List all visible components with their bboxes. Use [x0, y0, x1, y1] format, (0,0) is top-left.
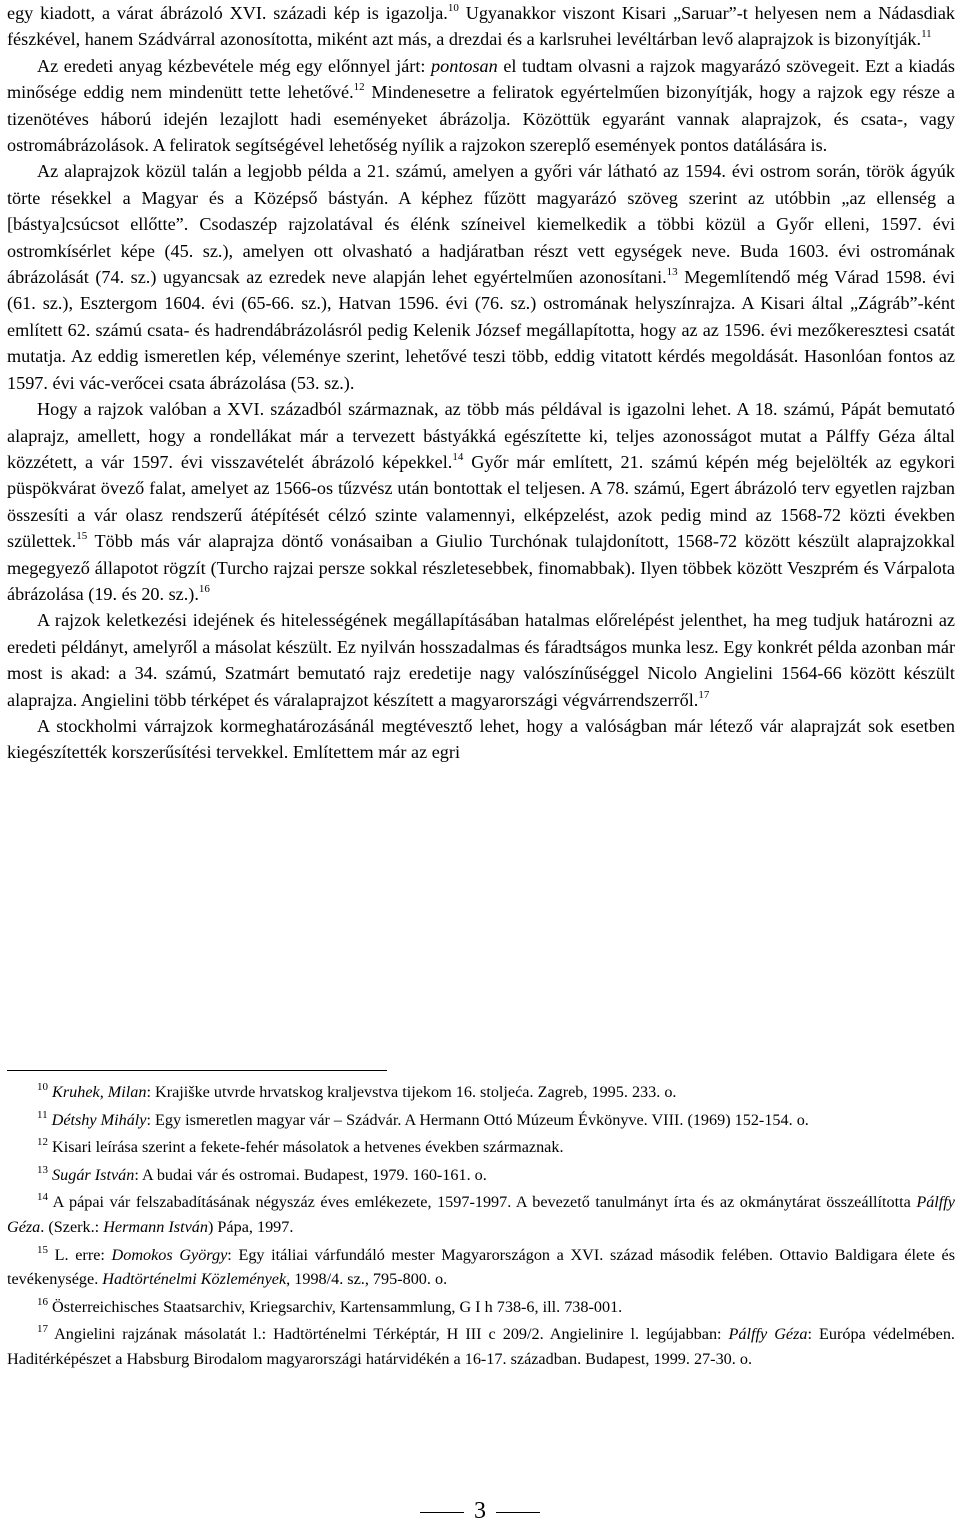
text: Megemlítendő még Várad 1598. évi (61. sz.), Esztergom 1604. évi (65-66. sz.), Hatvan 1596. évi (76. sz.) ostromának helyszínrajza. A Kisari által „Zágráb”-ként említett 62. számú csata- és hadrendábrázolásról pedig Kelenik József megállapította, hogy az az 1596. évi mezőkeresztesi csatát mutatja. Az eddig ismeretlen kép, véleménye szerint, lehetővé teszi több, eddig vitatott kérdés megoldását. Hasonlóan fontos az 1597. évi vác-verőcei csata ábrázolása (53. sz.). — [7, 267, 955, 393]
footnote-ref: 17 — [698, 688, 710, 701]
footnote-number: 15 — [37, 1243, 48, 1256]
paragraph-3 — [7, 158, 955, 396]
citation: Angielini rajzának másolatát l.: Hadtörténelmi Térképtár, H III c 209/2. Angielinire l. legújabban: — [54, 1325, 729, 1344]
text: Ugyanakkor viszont Kisari „Saruar”-t helyesen nem a Nádasdiak fészkével, hanem Szádvárral azonosította, miként azt más, a drezdai és a karlsruhei levéltárban levő alaprajzok is bizonyítják. — [7, 3, 955, 50]
footnote-number: 16 — [37, 1295, 48, 1308]
footnote-ref: 11 — [921, 28, 932, 41]
author: Domokos György — [111, 1245, 228, 1264]
journal: Hadtörténelmi Közlemények — [102, 1270, 287, 1289]
footnote-number: 10 — [37, 1081, 48, 1093]
citation: : Krajiške utvrde hrvatskog kraljevstva tijekom 16. stoljeća. Zagreb, 1995. 233. o. — [146, 1083, 677, 1101]
citation: : Egy ismeretlen magyar vár – Szádvár. A Hermann Ottó Múzeum Évkönyve. VIII. (1969) 152-154. o. — [146, 1110, 809, 1129]
emphasis: pontosan — [431, 55, 498, 76]
author: Pálffy Géza — [728, 1325, 808, 1344]
editor: Pálffy Géza — [7, 1193, 955, 1236]
footnote-17 — [7, 1322, 955, 1371]
text: Az eredeti anyag kézbevétele még egy előnnyel járt: — [37, 55, 432, 76]
footnote-number: 13 — [37, 1163, 48, 1176]
page-number-dash-right — [496, 1512, 540, 1513]
document-page — [7, 0, 956, 1368]
main-text — [7, 0, 955, 766]
text: el tudtam olvasni a rajzok magyarázó szövegeit. Ezt a kiadás minősége eddig nem mindenütt tette lehetővé. — [7, 55, 955, 103]
text: Győr már említett, 21. számú képén még bejelölték az egykori püspökvárat övező falat, amelyet az 1566-os tűzvész után bontottak el teljesen. A 78. számú, Egert ábrázoló terv egyetlen rajzban összesíti a vár olasz rendszerű átépítését célzó szinte valamennyi, elképzelést, azok pedig mind az 1568-72 közti években születtek. — [7, 451, 956, 552]
text: Hogy a rajzok valóban a XVI. századból származnak, az több más példával is igazolni lehet. A 18. számú, Pápát bemutató alaprajz, amellett, hogy a rondellákat már a tervezett bástyákká egészítette ki, teljes azonosságot mutat a Pálffy Géza által közzétett, a vár 1597. évi visszavételét ábrázoló képekkel. — [7, 399, 955, 472]
footnote-10 — [7, 1080, 955, 1105]
footnote-number: 17 — [37, 1323, 48, 1336]
footnote-11 — [7, 1108, 955, 1133]
footnote-15 — [7, 1243, 955, 1292]
footnote-ref: 14 — [452, 450, 464, 463]
footnote-ref: 15 — [76, 530, 88, 543]
author: Kruhek, Milan — [52, 1083, 147, 1101]
footnotes — [7, 1080, 955, 1375]
citation: A pápai vár felszabadításának négyszáz éves emlékezete, 1597-1997. A bevezető tanulmányt írta és az okmánytárat összeállította — [52, 1193, 917, 1212]
citation: : A budai vár és ostromai. Budapest, 1979. 160-161. o. — [134, 1165, 487, 1184]
citation: : Egy itáliai várfundáló mester Magyarországon a XVI. század második felében. Ottavio Baldigara élete és tevékenysége. — [7, 1245, 956, 1289]
footnote-14 — [7, 1190, 955, 1239]
citation: Österreichisches Staatsarchiv, Kriegsarchiv, Kartensammlung, G I h 738-6, ill. 738-001. — [52, 1297, 623, 1316]
text: Több más vár alaprajza döntő vonásaiban a Giulio Turchónak tulajdonított, 1568-72 között készült alaprajzokkal megegyező állapotot rögzít (Turcho rajzai persze sokkal részletesebbek, finomabbak). Ilyen többek között Veszprém és Várpalota ábrázolása (19. és 20. sz.). — [7, 531, 955, 604]
citation: Kisari leírása szerint a fekete-fehér másolatok a hetvenes években származnak. — [52, 1138, 564, 1157]
editor: Hermann István — [103, 1217, 208, 1236]
footnote-13 — [7, 1163, 955, 1188]
footnote-ref: 10 — [447, 2, 459, 14]
footnote-ref: 13 — [666, 266, 678, 279]
citation: . (Szerk.: — [40, 1217, 104, 1236]
paragraph-1 — [7, 0, 955, 53]
text: Mindenesetre a feliratok egyértelműen bizonyítják, hogy a rajzok egy része a tizenötéves háború idején lezajlott hadi eseményeket ábrázolja. Közöttük egyaránt vannak alaprajzok, és csata-, vagy ostromábrázolások. A feliratok segítségével lehetőség nyílik a rajzokon szereplő események pontos datálására is. — [7, 82, 955, 156]
citation: : Európa védelmében. Haditérképészet a Habsburg Birodalom magyarországi határvidékén a 16-17. században. Budapest, 1999. 27-30. o. — [7, 1325, 955, 1368]
footnote-number: 14 — [37, 1191, 48, 1204]
text: egy kiadott, a várat ábrázoló XVI. századi kép is igazolja. — [7, 3, 448, 23]
footnote-12 — [7, 1135, 955, 1160]
paragraph-5 — [7, 607, 955, 713]
page-number-value: 3 — [474, 1498, 486, 1524]
footnote-number: 11 — [37, 1108, 48, 1121]
footnote-number: 12 — [37, 1136, 48, 1149]
citation: ) Pápa, 1997. — [207, 1217, 294, 1236]
page-number — [0, 1498, 960, 1525]
page-number-dash-left — [420, 1512, 464, 1513]
author: Détshy Mihály — [51, 1110, 147, 1129]
text: Az alaprajzok közül talán a legjobb példa a 21. számú, amelyen a győri vár látható az 1594. évi ostrom során, török ágyúk törte résekkel a Magyar és a Középső bástyán. A képhez fűzött magyarázó szöveg szerint az utóbbin „az ellenség a [bástya]csúcsot ellőtte”. Csodaszép rajzolatával és élénk színeivel kiemelkedik a többi közül a Győr elleni, 1597. évi ostromkísérlet képe (45. sz.), amelyen ott olvasható a hadjáratban részt vett egységek neve. Buda 1603. évi ostromának ábrázolását (74. sz.) ugyancsak az ezredek neve alapján lehet egyértelműen azonosítani. — [7, 161, 955, 288]
citation: L. erre: — [54, 1245, 112, 1264]
paragraph-6 — [7, 713, 955, 766]
citation: , 1998/4. sz., 795-800. o. — [286, 1270, 448, 1289]
paragraph-2 — [7, 53, 955, 159]
footnote-ref: 12 — [353, 81, 365, 94]
paragraph-4 — [7, 396, 955, 607]
text: A stockholmi várrajzok kormeghatározásánál megtévesztő lehet, hogy a valóságban már létező vár alaprajzát sok esetben kiegészítették korszerűsítési tervekkel. Említettem már az egri — [7, 715, 955, 763]
footnote-divider — [7, 1070, 387, 1071]
author: Sugár István — [52, 1165, 135, 1184]
footnote-16 — [7, 1295, 955, 1320]
text: A rajzok keletkezési idejének és hitelességének megállapításában hatalmas előrelépést jelenthet, ha meg tudjuk határozni az eredeti példányt, amelyről a másolat készült. Ez nyilván hosszadalmas és fáradtságos munka lesz. Egy konkrét példa azonban már most is akad: a 34. számú, Szatmárt bemutató rajz eredetije nagy valószínűséggel Nicolo Angielini 1564-66 között készült alaprajza. Angielini több térképet és váralaprajzot készített a magyarországi végvárrendszerről. — [7, 610, 955, 710]
footnote-ref: 16 — [198, 582, 210, 595]
